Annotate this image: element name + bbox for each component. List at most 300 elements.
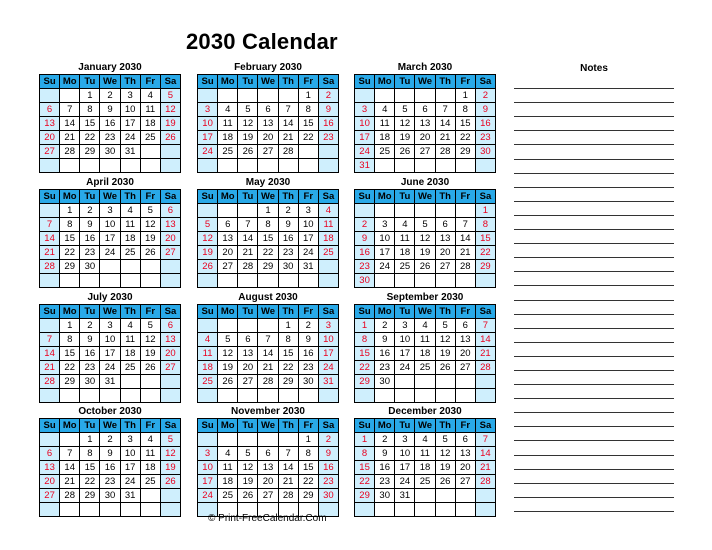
month-name: February 2030 (234, 62, 302, 73)
month-name: April 2030 (86, 177, 134, 188)
empty-cell (238, 274, 258, 288)
month-4 (39, 176, 181, 288)
weekday-header: Tu (238, 305, 258, 319)
day-cell: 15 (298, 117, 318, 131)
empty-cell (318, 159, 338, 173)
empty-cell (455, 159, 475, 173)
day-cell: 6 (258, 103, 278, 117)
empty-cell (160, 260, 180, 274)
note-line (514, 343, 674, 357)
day-cell: 16 (100, 461, 120, 475)
empty-cell (238, 89, 258, 103)
note-line (514, 357, 674, 371)
day-cell: 6 (218, 218, 238, 232)
weekday-header: We (258, 75, 278, 89)
weekday-header: We (415, 190, 435, 204)
note-line (514, 272, 674, 286)
empty-cell (435, 375, 455, 389)
day-cell: 29 (80, 145, 100, 159)
empty-cell (435, 489, 455, 503)
empty-cell (80, 389, 100, 403)
day-cell: 10 (355, 117, 375, 131)
day-cell: 7 (455, 218, 475, 232)
day-cell: 21 (40, 246, 60, 260)
footer-credit: © Print-FreeCalendar.Com (208, 513, 327, 524)
day-cell: 3 (375, 218, 395, 232)
day-cell: 30 (100, 489, 120, 503)
empty-cell (100, 389, 120, 403)
day-cell: 10 (318, 333, 338, 347)
note-line (514, 258, 674, 272)
day-cell: 23 (318, 475, 338, 489)
weekday-header: Fr (455, 75, 475, 89)
day-cell: 5 (218, 333, 238, 347)
day-cell: 22 (60, 361, 80, 375)
weekday-header: Sa (318, 75, 338, 89)
day-cell: 9 (100, 103, 120, 117)
day-cell: 2 (80, 204, 100, 218)
day-cell: 13 (40, 461, 60, 475)
day-cell: 17 (198, 475, 218, 489)
weekday-header: We (100, 190, 120, 204)
day-cell: 9 (318, 447, 338, 461)
empty-cell (40, 274, 60, 288)
day-cell: 21 (435, 131, 455, 145)
day-cell: 9 (80, 218, 100, 232)
day-cell: 15 (355, 461, 375, 475)
day-cell: 19 (218, 361, 238, 375)
empty-cell (60, 389, 80, 403)
day-cell: 14 (40, 347, 60, 361)
day-cell: 7 (60, 447, 80, 461)
note-line (514, 160, 674, 174)
empty-cell (198, 204, 218, 218)
day-cell: 11 (415, 333, 435, 347)
weekday-header: We (415, 419, 435, 433)
weekday-header: Fr (298, 419, 318, 433)
month-11 (197, 405, 339, 517)
empty-cell (160, 389, 180, 403)
empty-cell (258, 274, 278, 288)
empty-cell (278, 389, 298, 403)
day-cell: 20 (160, 347, 180, 361)
day-cell: 26 (435, 475, 455, 489)
day-cell: 24 (100, 361, 120, 375)
empty-cell (298, 274, 318, 288)
day-cell: 2 (375, 319, 395, 333)
day-cell: 12 (160, 447, 180, 461)
note-line (514, 131, 674, 145)
note-line (514, 470, 674, 484)
day-cell: 18 (318, 232, 338, 246)
empty-cell (318, 260, 338, 274)
day-cell: 3 (198, 103, 218, 117)
note-line (514, 329, 674, 343)
day-cell: 10 (100, 218, 120, 232)
day-cell: 12 (435, 447, 455, 461)
day-cell: 24 (395, 361, 415, 375)
day-cell: 4 (318, 204, 338, 218)
day-cell: 22 (298, 131, 318, 145)
day-cell: 25 (395, 260, 415, 274)
month-name: May 2030 (245, 177, 291, 188)
weekday-header: Fr (298, 190, 318, 204)
empty-cell (415, 89, 435, 103)
day-cell: 5 (435, 433, 455, 447)
day-cell: 8 (80, 103, 100, 117)
day-cell: 2 (475, 89, 495, 103)
empty-cell (415, 375, 435, 389)
day-cell: 25 (120, 361, 140, 375)
day-cell: 16 (80, 347, 100, 361)
day-cell: 30 (355, 274, 375, 288)
day-cell: 24 (198, 489, 218, 503)
weekday-header: Th (278, 419, 298, 433)
empty-cell (60, 89, 80, 103)
day-cell: 1 (60, 319, 80, 333)
weekday-header: We (100, 419, 120, 433)
day-cell: 11 (120, 218, 140, 232)
note-line (514, 230, 674, 244)
day-cell: 19 (140, 232, 160, 246)
empty-cell (395, 503, 415, 517)
empty-cell (415, 389, 435, 403)
empty-cell (60, 433, 80, 447)
empty-cell (40, 503, 60, 517)
empty-cell (40, 389, 60, 403)
day-cell: 4 (198, 333, 218, 347)
day-cell: 30 (475, 145, 495, 159)
day-cell: 27 (40, 145, 60, 159)
weekday-header: Tu (238, 75, 258, 89)
weekday-header: Tu (80, 75, 100, 89)
day-cell: 21 (278, 475, 298, 489)
empty-cell (475, 375, 495, 389)
day-cell: 31 (318, 375, 338, 389)
weekday-header: Tu (395, 75, 415, 89)
weekday-header: Mo (375, 75, 395, 89)
day-cell: 8 (475, 218, 495, 232)
empty-cell (375, 159, 395, 173)
day-cell: 17 (120, 461, 140, 475)
day-cell: 8 (80, 447, 100, 461)
weekday-header: Mo (218, 75, 238, 89)
month-5 (197, 176, 339, 288)
day-cell: 28 (278, 145, 298, 159)
day-cell: 31 (395, 489, 415, 503)
day-cell: 5 (395, 103, 415, 117)
day-cell: 25 (140, 475, 160, 489)
day-cell: 24 (198, 145, 218, 159)
day-cell: 21 (475, 347, 495, 361)
day-cell: 16 (355, 246, 375, 260)
empty-cell (80, 503, 100, 517)
note-line (514, 174, 674, 188)
day-cell: 3 (318, 319, 338, 333)
empty-cell (218, 204, 238, 218)
day-cell: 1 (258, 204, 278, 218)
day-cell: 26 (198, 260, 218, 274)
month-2 (197, 61, 339, 173)
empty-cell (475, 489, 495, 503)
empty-cell (218, 319, 238, 333)
empty-cell (475, 389, 495, 403)
day-cell: 7 (40, 333, 60, 347)
day-cell: 29 (60, 260, 80, 274)
day-cell: 21 (475, 461, 495, 475)
day-cell: 10 (298, 218, 318, 232)
weekday-header: Th (120, 190, 140, 204)
day-cell: 20 (415, 131, 435, 145)
day-cell: 16 (278, 232, 298, 246)
empty-cell (140, 375, 160, 389)
empty-cell (455, 375, 475, 389)
day-cell: 1 (355, 319, 375, 333)
weekday-header: Fr (140, 305, 160, 319)
day-cell: 19 (140, 347, 160, 361)
day-cell: 2 (278, 204, 298, 218)
day-cell: 29 (60, 375, 80, 389)
day-cell: 20 (40, 131, 60, 145)
day-cell: 23 (475, 131, 495, 145)
day-cell: 19 (395, 131, 415, 145)
day-cell: 15 (475, 232, 495, 246)
weekday-header: Sa (475, 190, 495, 204)
empty-cell (318, 274, 338, 288)
empty-cell (395, 389, 415, 403)
day-cell: 22 (80, 475, 100, 489)
day-cell: 3 (395, 433, 415, 447)
note-line (514, 413, 674, 427)
empty-cell (100, 274, 120, 288)
day-cell: 24 (395, 475, 415, 489)
empty-cell (198, 319, 218, 333)
weekday-header: Su (40, 419, 60, 433)
day-cell: 6 (415, 103, 435, 117)
month-3 (354, 61, 496, 173)
empty-cell (415, 274, 435, 288)
empty-cell (278, 159, 298, 173)
day-cell: 23 (278, 246, 298, 260)
day-cell: 13 (455, 447, 475, 461)
day-cell: 25 (140, 131, 160, 145)
day-cell: 27 (258, 145, 278, 159)
weekday-header: Su (355, 305, 375, 319)
weekday-header: Mo (375, 190, 395, 204)
day-cell: 21 (455, 246, 475, 260)
day-cell: 4 (415, 433, 435, 447)
weekday-header: We (258, 305, 278, 319)
day-cell: 23 (80, 361, 100, 375)
day-cell: 28 (60, 145, 80, 159)
empty-cell (120, 260, 140, 274)
day-cell: 10 (375, 232, 395, 246)
day-cell: 4 (140, 433, 160, 447)
day-cell: 20 (218, 246, 238, 260)
month-8 (197, 291, 339, 403)
day-cell: 28 (475, 361, 495, 375)
day-cell: 12 (238, 117, 258, 131)
day-cell: 29 (298, 489, 318, 503)
weekday-header: Th (435, 419, 455, 433)
day-cell: 27 (160, 361, 180, 375)
empty-cell (238, 159, 258, 173)
day-cell: 13 (160, 218, 180, 232)
day-cell: 7 (60, 103, 80, 117)
day-cell: 14 (435, 117, 455, 131)
day-cell: 17 (120, 117, 140, 131)
day-cell: 21 (40, 361, 60, 375)
weekday-header: Tu (80, 190, 100, 204)
day-cell: 22 (355, 475, 375, 489)
weekday-header: Sa (160, 305, 180, 319)
empty-cell (120, 375, 140, 389)
day-cell: 15 (258, 232, 278, 246)
day-cell: 25 (218, 489, 238, 503)
day-cell: 17 (375, 246, 395, 260)
notes-title: Notes (580, 63, 608, 74)
day-cell: 30 (100, 145, 120, 159)
empty-cell (218, 159, 238, 173)
month-name: November 2030 (231, 406, 305, 417)
weekday-header: Sa (160, 75, 180, 89)
weekday-header: Sa (475, 75, 495, 89)
note-line (514, 244, 674, 258)
day-cell: 2 (318, 433, 338, 447)
day-cell: 19 (160, 117, 180, 131)
day-cell: 23 (375, 361, 395, 375)
empty-cell (318, 145, 338, 159)
weekday-header: Su (198, 305, 218, 319)
month-1 (39, 61, 181, 173)
note-line (514, 75, 674, 89)
day-cell: 16 (375, 461, 395, 475)
day-cell: 3 (298, 204, 318, 218)
weekday-header: Su (198, 419, 218, 433)
empty-cell (475, 503, 495, 517)
empty-cell (435, 89, 455, 103)
day-cell: 30 (298, 375, 318, 389)
day-cell: 18 (198, 361, 218, 375)
empty-cell (100, 503, 120, 517)
note-line (514, 427, 674, 441)
empty-cell (198, 274, 218, 288)
note-line (514, 216, 674, 230)
day-cell: 22 (278, 361, 298, 375)
day-cell: 19 (435, 461, 455, 475)
day-cell: 1 (455, 89, 475, 103)
day-cell: 17 (100, 347, 120, 361)
day-cell: 10 (120, 447, 140, 461)
day-cell: 24 (318, 361, 338, 375)
weekday-header: Tu (80, 419, 100, 433)
day-cell: 7 (238, 218, 258, 232)
month-name: January 2030 (78, 62, 142, 73)
weekday-header: Fr (455, 419, 475, 433)
month-9 (354, 291, 496, 403)
day-cell: 2 (298, 319, 318, 333)
day-cell: 23 (80, 246, 100, 260)
month-12 (354, 405, 496, 517)
day-cell: 16 (318, 461, 338, 475)
day-cell: 6 (238, 333, 258, 347)
day-cell: 22 (475, 246, 495, 260)
weekday-header: Tu (238, 190, 258, 204)
month-6 (354, 176, 496, 288)
day-cell: 14 (278, 117, 298, 131)
day-cell: 5 (435, 319, 455, 333)
day-cell: 16 (100, 117, 120, 131)
empty-cell (435, 274, 455, 288)
day-cell: 20 (238, 361, 258, 375)
weekday-header: Sa (318, 305, 338, 319)
weekday-header: Sa (160, 190, 180, 204)
day-cell: 14 (60, 461, 80, 475)
day-cell: 24 (120, 131, 140, 145)
empty-cell (198, 389, 218, 403)
day-cell: 29 (80, 489, 100, 503)
day-cell: 24 (100, 246, 120, 260)
weekday-header: Su (198, 190, 218, 204)
empty-cell (140, 389, 160, 403)
empty-cell (258, 319, 278, 333)
empty-cell (375, 204, 395, 218)
day-cell: 21 (60, 131, 80, 145)
day-cell: 3 (120, 433, 140, 447)
empty-cell (355, 503, 375, 517)
day-cell: 30 (375, 375, 395, 389)
weekday-header: Fr (140, 190, 160, 204)
empty-cell (435, 204, 455, 218)
day-cell: 13 (160, 333, 180, 347)
day-cell: 31 (120, 145, 140, 159)
empty-cell (160, 489, 180, 503)
day-cell: 29 (455, 145, 475, 159)
weekday-header: Tu (395, 305, 415, 319)
day-cell: 12 (395, 117, 415, 131)
day-cell: 30 (278, 260, 298, 274)
day-cell: 26 (160, 131, 180, 145)
day-cell: 22 (298, 475, 318, 489)
day-cell: 11 (415, 447, 435, 461)
day-cell: 24 (120, 475, 140, 489)
day-cell: 26 (395, 145, 415, 159)
empty-cell (435, 389, 455, 403)
day-cell: 29 (355, 375, 375, 389)
day-cell: 13 (435, 232, 455, 246)
day-cell: 12 (415, 232, 435, 246)
day-cell: 18 (140, 117, 160, 131)
empty-cell (218, 433, 238, 447)
day-cell: 10 (120, 103, 140, 117)
empty-cell (375, 89, 395, 103)
day-cell: 19 (415, 246, 435, 260)
day-cell: 13 (40, 117, 60, 131)
day-cell: 22 (80, 131, 100, 145)
day-cell: 31 (120, 489, 140, 503)
day-cell: 2 (318, 89, 338, 103)
day-cell: 21 (258, 361, 278, 375)
day-cell: 18 (415, 461, 435, 475)
empty-cell (395, 274, 415, 288)
day-cell: 8 (355, 447, 375, 461)
empty-cell (435, 503, 455, 517)
day-cell: 6 (455, 319, 475, 333)
empty-cell (258, 433, 278, 447)
day-cell: 13 (238, 347, 258, 361)
day-cell: 5 (198, 218, 218, 232)
weekday-header: Mo (60, 190, 80, 204)
